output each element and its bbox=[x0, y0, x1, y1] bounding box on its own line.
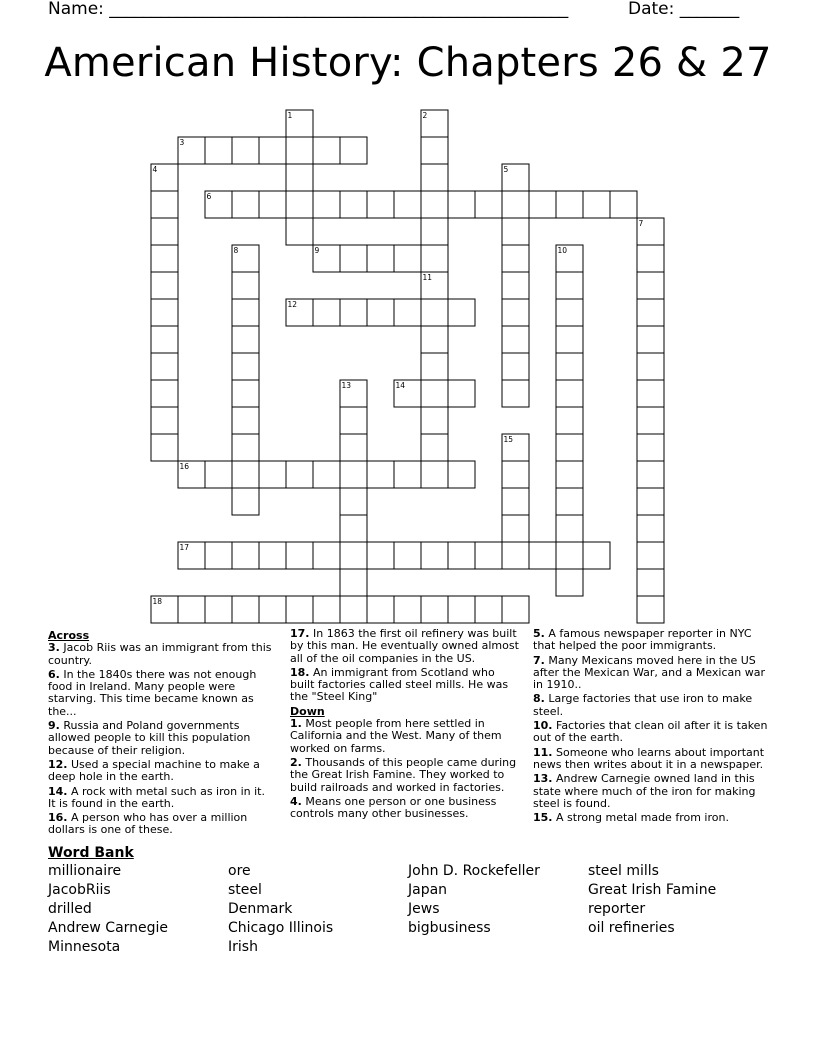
clue-down-8: 8. Large factories that use iron to make steel. bbox=[533, 692, 753, 718]
grid-cell[interactable] bbox=[340, 407, 367, 434]
clue-across-17: 17. In 1863 the first oil refinery was built by this man. He eventually owned almost all of the oil companies in the US. bbox=[290, 627, 519, 665]
grid-cell[interactable] bbox=[340, 488, 367, 515]
grid-cell[interactable] bbox=[637, 245, 664, 272]
clue-across-3: 3. Jacob Riis was an immigrant from this country. bbox=[48, 641, 272, 667]
grid-cell[interactable] bbox=[556, 299, 583, 326]
grid-cell[interactable] bbox=[448, 380, 475, 407]
word-bank-item: reporter bbox=[588, 901, 646, 917]
clue-number-label: 13 bbox=[341, 381, 352, 390]
grid-cell[interactable] bbox=[367, 191, 394, 218]
grid-cell[interactable] bbox=[637, 272, 664, 299]
grid-cell[interactable] bbox=[502, 245, 529, 272]
grid-cell[interactable] bbox=[475, 191, 502, 218]
grid-cell[interactable] bbox=[529, 542, 556, 569]
clue-number-label: 18 bbox=[152, 597, 163, 606]
grid-cell[interactable] bbox=[421, 299, 448, 326]
grid-cell[interactable] bbox=[394, 461, 421, 488]
grid-cell[interactable] bbox=[367, 299, 394, 326]
date-field[interactable]: Date: _______ bbox=[628, 0, 740, 19]
grid-cell[interactable] bbox=[151, 326, 178, 353]
grid-cell[interactable] bbox=[421, 326, 448, 353]
grid-cell[interactable] bbox=[394, 299, 421, 326]
clue-across-12: 12. Used a special machine to make a deep hole in the earth. bbox=[48, 757, 260, 784]
down-heading: Down bbox=[290, 704, 325, 718]
clue-down-13: 13. Andrew Carnegie owned land in this state where much of the iron for making steel is found. bbox=[533, 772, 756, 810]
grid-cell[interactable] bbox=[340, 434, 367, 461]
grid-cell[interactable] bbox=[637, 299, 664, 326]
grid-cell[interactable] bbox=[556, 461, 583, 488]
clue-number-label: 1 bbox=[287, 111, 293, 120]
grid-cell[interactable] bbox=[313, 596, 340, 623]
clue-number-label: 15 bbox=[503, 435, 514, 444]
grid-cell[interactable] bbox=[637, 407, 664, 434]
word-bank-item: millionaire bbox=[48, 863, 122, 879]
word-bank-item: Great Irish Famine bbox=[588, 882, 717, 898]
grid-cell[interactable] bbox=[421, 434, 448, 461]
clue-across-18: 18. An immigrant from Scotland who built factories called steel mills. He was the "Steel King" bbox=[290, 665, 509, 704]
grid-cell[interactable] bbox=[421, 137, 448, 164]
grid-cell[interactable] bbox=[583, 542, 610, 569]
clue-down-10: 10. Factories that clean oil after it is taken out of the earth. bbox=[533, 719, 768, 745]
grid-cell[interactable] bbox=[286, 461, 313, 488]
word-bank-item: Chicago Illinois bbox=[228, 920, 334, 936]
grid-cell[interactable] bbox=[340, 299, 367, 326]
grid-cell[interactable] bbox=[232, 137, 259, 164]
grid-cell[interactable] bbox=[232, 353, 259, 380]
grid-cell[interactable] bbox=[529, 191, 556, 218]
grid-cell[interactable] bbox=[637, 461, 664, 488]
grid-cell[interactable] bbox=[421, 380, 448, 407]
word-bank-item: Irish bbox=[228, 939, 258, 955]
clue-across-6: 6. In the 1840s there was not enough food in Ireland. Many people were starving. This time became known as the... bbox=[48, 667, 257, 718]
grid-cell[interactable] bbox=[205, 461, 232, 488]
clue-number-label: 8 bbox=[233, 246, 239, 255]
grid-cell[interactable] bbox=[556, 569, 583, 596]
grid-cell[interactable] bbox=[340, 245, 367, 272]
grid-cell[interactable] bbox=[637, 326, 664, 353]
grid-cell[interactable] bbox=[421, 191, 448, 218]
grid-cell[interactable] bbox=[313, 461, 340, 488]
grid-cell[interactable] bbox=[340, 542, 367, 569]
grid-cell[interactable] bbox=[340, 191, 367, 218]
grid-cell[interactable] bbox=[232, 272, 259, 299]
clue-down-15: 15. A strong metal made from iron. bbox=[533, 811, 729, 825]
grid-cell[interactable] bbox=[151, 272, 178, 299]
grid-cell[interactable] bbox=[367, 461, 394, 488]
word-bank-item: steel mills bbox=[588, 863, 659, 879]
grid-cell[interactable] bbox=[286, 218, 313, 245]
grid-cell[interactable] bbox=[637, 569, 664, 596]
grid-cell[interactable] bbox=[502, 515, 529, 542]
grid-cell[interactable] bbox=[421, 461, 448, 488]
clue-down-1: 1. Most people from here settled in California and the West. Many of them worked on farms. bbox=[290, 717, 502, 755]
grid-cell[interactable] bbox=[421, 542, 448, 569]
clue-number-label: 11 bbox=[422, 273, 433, 282]
grid-cell[interactable] bbox=[556, 488, 583, 515]
grid-cell[interactable] bbox=[259, 137, 286, 164]
grid-cell[interactable] bbox=[313, 137, 340, 164]
grid-cell[interactable] bbox=[502, 380, 529, 407]
word-bank-item: John D. Rockefeller bbox=[408, 863, 540, 879]
grid-cell[interactable] bbox=[556, 353, 583, 380]
grid-cell[interactable] bbox=[556, 515, 583, 542]
grid-cell[interactable] bbox=[205, 596, 232, 623]
grid-cell[interactable] bbox=[367, 596, 394, 623]
clue-number-label: 4 bbox=[152, 165, 158, 174]
clue-number-label: 14 bbox=[395, 381, 406, 390]
grid-cell[interactable] bbox=[151, 218, 178, 245]
grid-cell[interactable] bbox=[286, 191, 313, 218]
grid-cell[interactable] bbox=[448, 542, 475, 569]
grid-cell[interactable] bbox=[340, 515, 367, 542]
clue-number-label: 16 bbox=[179, 462, 190, 471]
grid-cell[interactable] bbox=[637, 434, 664, 461]
clue-down-4: 4. Means one person or one business controls many other businesses. bbox=[290, 794, 497, 821]
grid-cell[interactable] bbox=[232, 596, 259, 623]
grid-cell[interactable] bbox=[286, 137, 313, 164]
grid-cell[interactable] bbox=[232, 461, 259, 488]
grid-cell[interactable] bbox=[556, 272, 583, 299]
grid-cell[interactable] bbox=[313, 542, 340, 569]
grid-cell[interactable] bbox=[340, 569, 367, 596]
word-bank-item: Andrew Carnegie bbox=[48, 920, 169, 936]
clue-across-9: 9. Russia and Poland governments allowed people to kill this population because of their religion. bbox=[48, 719, 251, 757]
clue-across-14: 14. A rock with metal such as iron in it. It is found in the earth. bbox=[48, 784, 265, 810]
grid-cell[interactable] bbox=[205, 137, 232, 164]
grid-cell[interactable] bbox=[151, 407, 178, 434]
grid-cell[interactable] bbox=[421, 407, 448, 434]
grid-cell[interactable] bbox=[556, 380, 583, 407]
grid-cell[interactable] bbox=[151, 245, 178, 272]
grid-cell[interactable] bbox=[259, 191, 286, 218]
grid-cell[interactable] bbox=[637, 380, 664, 407]
grid-cell[interactable] bbox=[313, 191, 340, 218]
grid-cell[interactable] bbox=[421, 218, 448, 245]
grid-cell[interactable] bbox=[475, 542, 502, 569]
clue-number-label: 6 bbox=[206, 192, 212, 201]
grid-cell[interactable] bbox=[259, 596, 286, 623]
grid-cell[interactable] bbox=[556, 407, 583, 434]
grid-cell[interactable] bbox=[232, 488, 259, 515]
clue-number-label: 7 bbox=[638, 219, 644, 228]
page-title: American History: Chapters 26 & 27 bbox=[44, 40, 772, 86]
grid-cell[interactable] bbox=[610, 191, 637, 218]
grid-cell[interactable] bbox=[637, 515, 664, 542]
grid-cell[interactable] bbox=[340, 596, 367, 623]
clues-column-2 bbox=[290, 628, 522, 822]
grid-cell[interactable] bbox=[232, 326, 259, 353]
grid-cell[interactable] bbox=[448, 299, 475, 326]
grid-cell[interactable] bbox=[502, 191, 529, 218]
clues-column-3 bbox=[533, 628, 769, 826]
word-bank-item: JacobRiis bbox=[48, 882, 111, 898]
grid-cell[interactable] bbox=[502, 542, 529, 569]
clue-number-label: 10 bbox=[557, 246, 568, 255]
clue-down-11: 11. Someone who learns about important news then writes about it in a newspaper. bbox=[533, 745, 765, 771]
clue-down-5: 5. A famous newspaper reporter in NYC that helped the poor immigrants. bbox=[533, 627, 752, 653]
grid-cell[interactable] bbox=[448, 191, 475, 218]
grid-cell[interactable] bbox=[367, 245, 394, 272]
grid-cell[interactable] bbox=[178, 596, 205, 623]
grid-cell[interactable] bbox=[502, 299, 529, 326]
clue-down-2: 2. Thousands of this people came during the Great Irish Famine. They worked to build railroads and worked in factories. bbox=[290, 755, 517, 794]
word-bank-item: Jews bbox=[408, 901, 440, 917]
grid-cell[interactable] bbox=[313, 299, 340, 326]
grid-cell[interactable] bbox=[394, 245, 421, 272]
clue-number-label: 5 bbox=[503, 165, 509, 174]
across-heading: Across bbox=[48, 629, 90, 642]
grid-cell[interactable] bbox=[637, 596, 664, 623]
grid-cell[interactable] bbox=[232, 434, 259, 461]
grid-cell[interactable] bbox=[394, 542, 421, 569]
grid-cell[interactable] bbox=[421, 353, 448, 380]
word-bank-item: steel bbox=[228, 882, 262, 898]
grid-cell[interactable] bbox=[205, 542, 232, 569]
grid-cell[interactable] bbox=[232, 299, 259, 326]
grid-cell[interactable] bbox=[556, 542, 583, 569]
grid-cell[interactable] bbox=[259, 542, 286, 569]
grid-cell[interactable] bbox=[259, 461, 286, 488]
grid-cell[interactable] bbox=[502, 596, 529, 623]
grid-cell[interactable] bbox=[421, 245, 448, 272]
grid-cell[interactable] bbox=[421, 164, 448, 191]
grid-cell[interactable] bbox=[340, 461, 367, 488]
word-bank-item: Minnesota bbox=[48, 939, 121, 955]
grid-cell[interactable] bbox=[448, 461, 475, 488]
grid-cell[interactable] bbox=[286, 164, 313, 191]
grid-cell[interactable] bbox=[367, 542, 394, 569]
grid-cell[interactable] bbox=[232, 407, 259, 434]
name-field[interactable]: Name: ______________________________________________________ bbox=[48, 0, 569, 19]
grid-cell[interactable] bbox=[421, 596, 448, 623]
word-bank-item: drilled bbox=[48, 901, 92, 917]
grid-cell[interactable] bbox=[556, 434, 583, 461]
grid-cell[interactable] bbox=[151, 353, 178, 380]
clue-number-label: 17 bbox=[179, 543, 190, 552]
grid-cell[interactable] bbox=[232, 380, 259, 407]
clue-number-label: 9 bbox=[314, 246, 320, 255]
clue-across-16: 16. A person who has over a million dollars is one of these. bbox=[48, 811, 248, 837]
clue-number-label: 12 bbox=[287, 300, 298, 309]
grid-cell[interactable] bbox=[151, 434, 178, 461]
grid-cell[interactable] bbox=[637, 353, 664, 380]
grid-cell[interactable] bbox=[448, 596, 475, 623]
clue-down-7: 7. Many Mexicans moved here in the US after the Mexican War, and a Mexican war in 1910.. bbox=[533, 653, 765, 692]
grid-cell[interactable] bbox=[394, 191, 421, 218]
grid-cell[interactable] bbox=[286, 596, 313, 623]
grid-cell[interactable] bbox=[151, 380, 178, 407]
grid-cell[interactable] bbox=[340, 137, 367, 164]
grid-cell[interactable] bbox=[637, 542, 664, 569]
grid-cell[interactable] bbox=[556, 326, 583, 353]
grid-cell[interactable] bbox=[502, 272, 529, 299]
grid-cell[interactable] bbox=[502, 218, 529, 245]
word-bank-item: Japan bbox=[408, 882, 448, 898]
grid-cell[interactable] bbox=[502, 488, 529, 515]
clue-number-label: 3 bbox=[179, 138, 185, 147]
grid-cell[interactable] bbox=[151, 299, 178, 326]
grid-cell[interactable] bbox=[475, 596, 502, 623]
grid-cell[interactable] bbox=[502, 461, 529, 488]
grid-cell[interactable] bbox=[556, 191, 583, 218]
word-bank-item: oil refineries bbox=[588, 920, 675, 936]
grid-cell[interactable] bbox=[502, 353, 529, 380]
clue-number-label: 2 bbox=[422, 111, 428, 120]
word-bank-item: Denmark bbox=[228, 901, 293, 917]
grid-cell[interactable] bbox=[394, 596, 421, 623]
word-bank-item: bigbusiness bbox=[408, 920, 491, 936]
word-bank-item: ore bbox=[228, 863, 251, 879]
grid-cell[interactable] bbox=[151, 191, 178, 218]
word-bank-title: Word Bank bbox=[48, 845, 134, 861]
grid-cell[interactable] bbox=[637, 488, 664, 515]
grid-cell[interactable] bbox=[286, 542, 313, 569]
clues-column-1 bbox=[48, 628, 273, 839]
grid-cell[interactable] bbox=[232, 191, 259, 218]
grid-cell[interactable] bbox=[583, 191, 610, 218]
grid-cell[interactable] bbox=[502, 326, 529, 353]
grid-cell[interactable] bbox=[232, 542, 259, 569]
